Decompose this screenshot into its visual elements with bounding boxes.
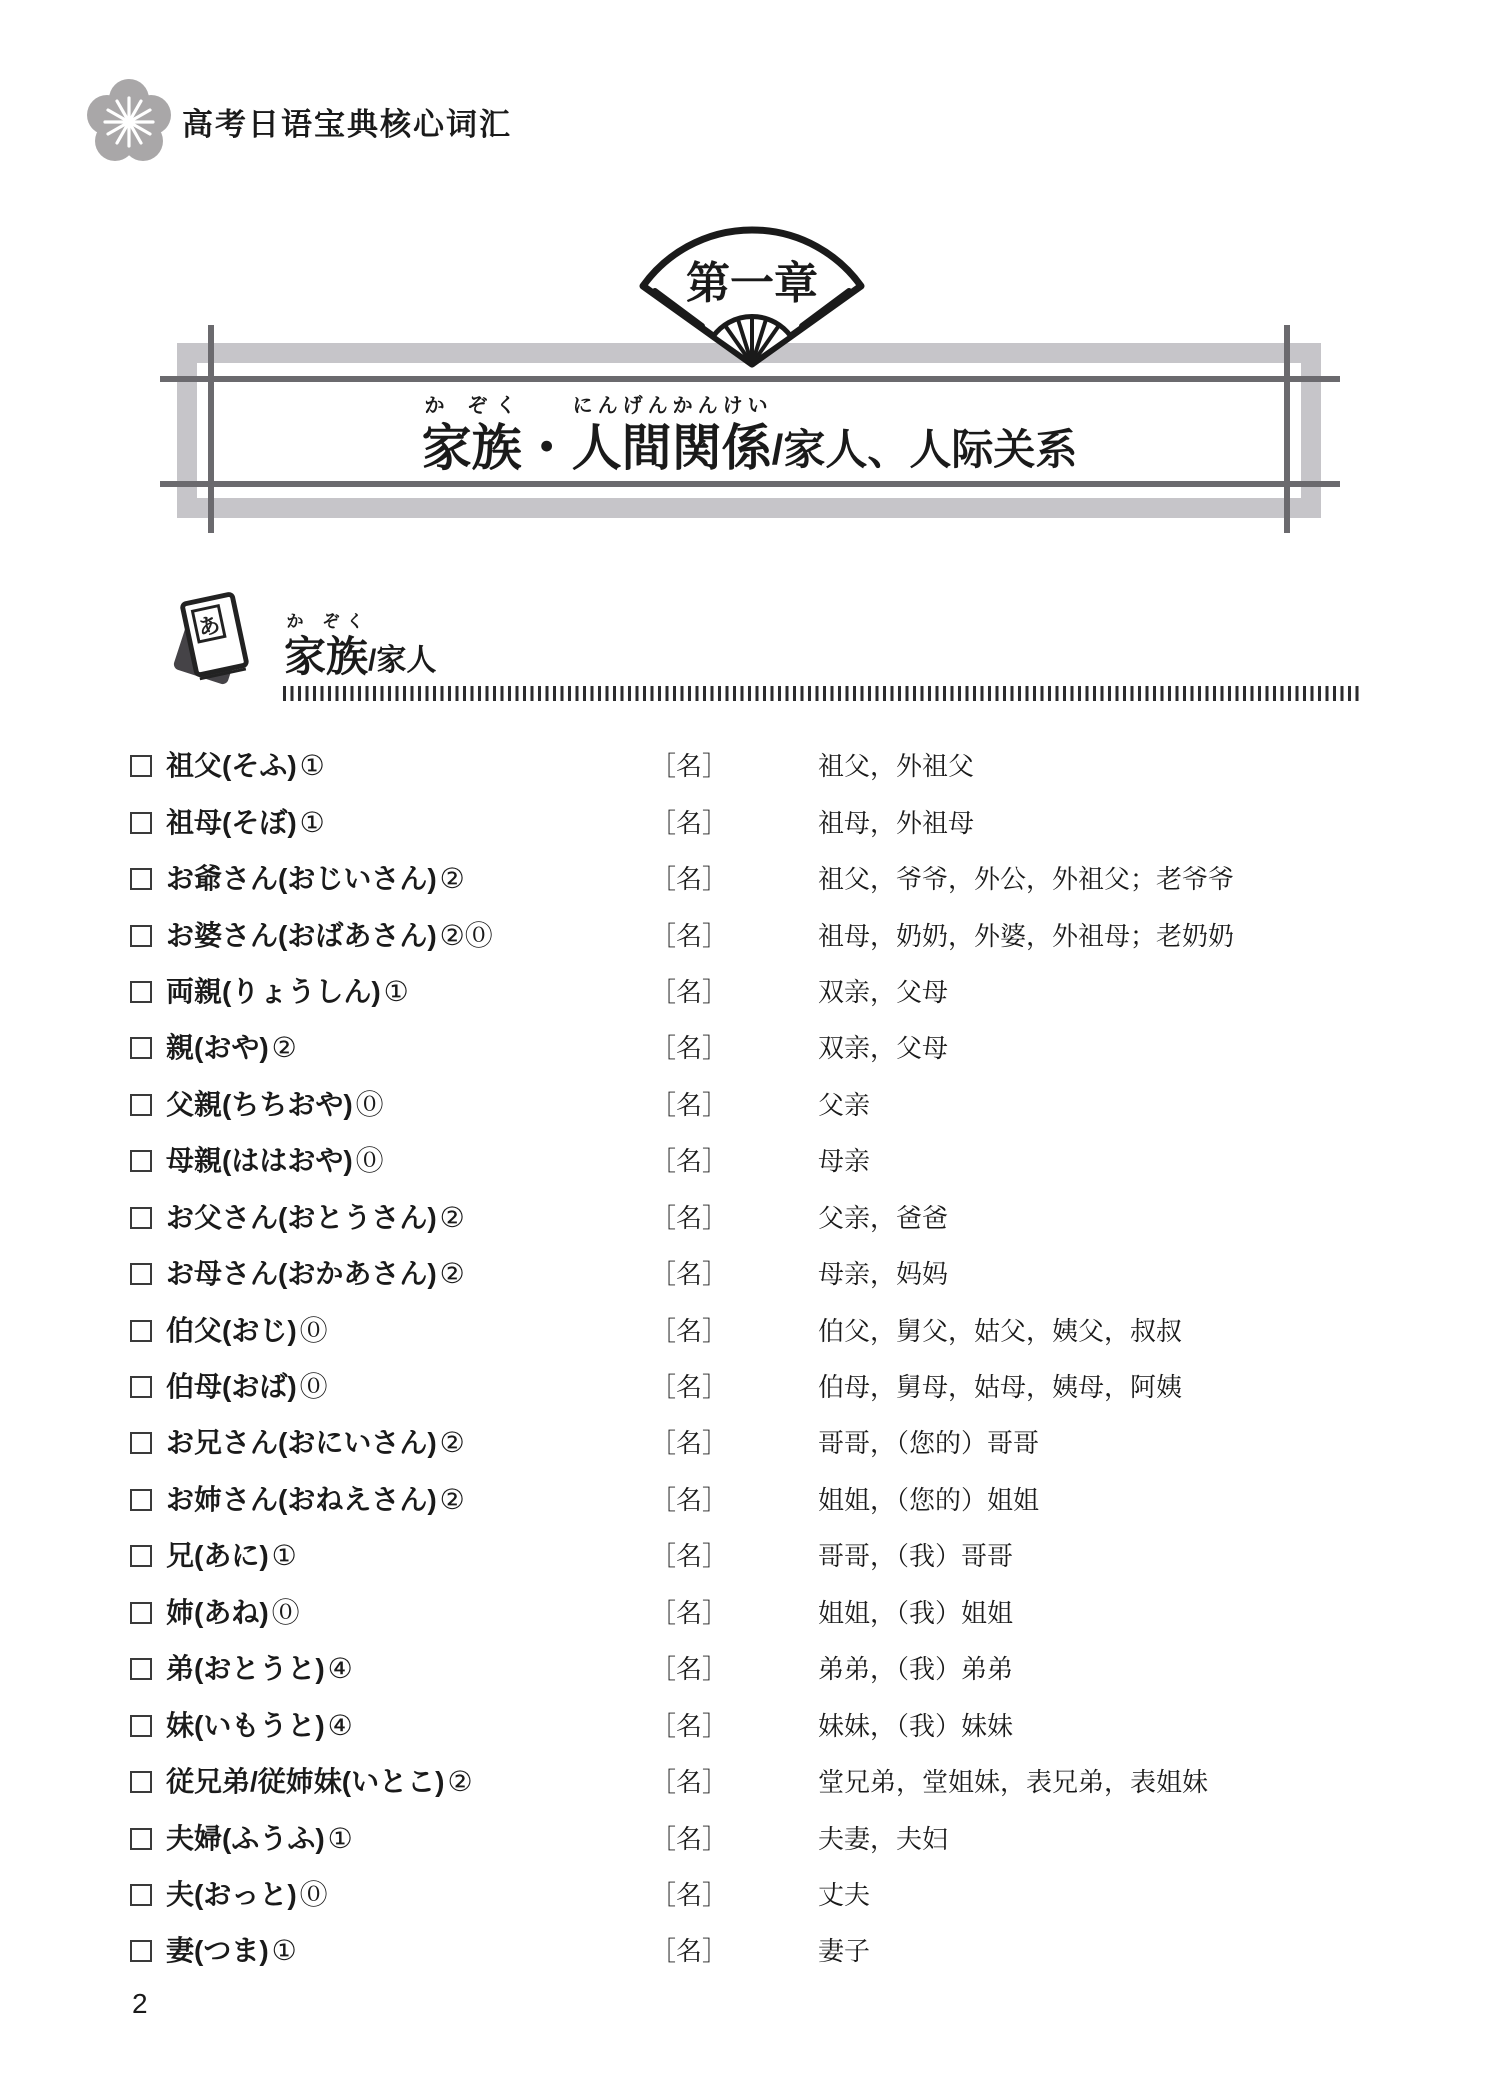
entry-word: 姉(あね) xyxy=(166,1596,269,1628)
entry-checkbox[interactable] xyxy=(130,1320,152,1342)
entry-pos-tag: ［名］ xyxy=(650,807,729,838)
plum-blossom-logo-icon xyxy=(70,72,184,172)
entry-meaning: 哥哥，（您的）哥哥 xyxy=(818,1428,1040,1459)
entry-meaning: 母亲 xyxy=(818,1146,871,1177)
vocab-row xyxy=(130,1020,1378,1076)
vocab-row xyxy=(130,1190,1378,1246)
entry-accent-number: ① xyxy=(271,1935,297,1967)
entry-checkbox[interactable] xyxy=(130,925,152,947)
entry-pos-tag: ［名］ xyxy=(650,1484,729,1515)
vocab-row xyxy=(130,907,1378,963)
entry-checkbox[interactable] xyxy=(130,868,152,890)
entry-pos-tag: ［名］ xyxy=(650,1541,729,1572)
entry-pos-tag: ［名］ xyxy=(650,1428,729,1459)
entry-checkbox[interactable] xyxy=(130,1771,152,1793)
section-title xyxy=(284,612,436,678)
entry-accent-number: ② xyxy=(271,1032,297,1064)
entry-accent-number: ① xyxy=(383,975,409,1007)
entry-word: 母親(ははおや) xyxy=(166,1145,353,1177)
entry-pos-tag: ［名］ xyxy=(650,1823,729,1854)
entry-pos-tag: ［名］ xyxy=(650,1879,729,1910)
book-title: 高考日语宝典核心词汇 xyxy=(182,107,512,142)
entry-word: 両親(りょうしん) xyxy=(166,975,381,1007)
vocab-row xyxy=(130,1867,1378,1923)
vocab-row xyxy=(130,1302,1378,1358)
entry-checkbox[interactable] xyxy=(130,755,152,777)
entry-checkbox[interactable] xyxy=(130,1207,152,1229)
entry-pos-tag: ［名］ xyxy=(650,1315,729,1346)
chapter-title xyxy=(197,379,1302,481)
entry-meaning: 祖母，奶奶，外婆，外祖母；老奶奶 xyxy=(818,920,1235,951)
entry-word: お母さん(おかあさん) xyxy=(166,1258,437,1290)
banner-rule-bottom xyxy=(160,481,1340,487)
entry-meaning: 伯母，舅母，姑母，姨母，阿姨 xyxy=(818,1372,1183,1403)
entry-pos-tag: ［名］ xyxy=(650,976,729,1007)
vocab-row xyxy=(130,964,1378,1020)
entry-meaning: 双亲，父母 xyxy=(818,1033,949,1064)
section-divider xyxy=(283,686,1362,701)
vocab-row xyxy=(130,1923,1378,1979)
entry-word: 妻(つま) xyxy=(166,1935,269,1967)
entry-pos-tag: ［名］ xyxy=(650,1936,729,1967)
vocab-row xyxy=(130,851,1378,907)
entry-word: 父親(ちちおや) xyxy=(166,1088,353,1120)
entry-accent-number: ② xyxy=(439,1427,465,1459)
entry-accent-number: ⓪ xyxy=(299,1371,328,1403)
entry-word: 祖母(そぼ) xyxy=(166,806,297,838)
furigana: か ぞく xyxy=(421,395,522,417)
entry-meaning: 父亲，爸爸 xyxy=(818,1202,949,1233)
entry-checkbox[interactable] xyxy=(130,1263,152,1285)
entry-accent-number: ④ xyxy=(327,1653,353,1685)
entry-meaning: 弟弟，（我）弟弟 xyxy=(818,1654,1014,1685)
chapter-title-japanese-1: 家族か ぞく xyxy=(421,395,522,476)
entry-word: お父さん(おとうさん) xyxy=(166,1201,437,1233)
entry-checkbox[interactable] xyxy=(130,1094,152,1116)
entry-accent-number: ⓪ xyxy=(355,1145,384,1177)
entry-meaning: 哥哥，（我）哥哥 xyxy=(818,1541,1014,1572)
entry-meaning: 祖父，爷爷，外公，外祖父；老爷爷 xyxy=(818,864,1235,895)
vocab-row xyxy=(130,794,1378,850)
svg-text:あ: あ xyxy=(196,611,223,641)
entry-accent-number: ④ xyxy=(327,1709,353,1741)
entry-word: お姉さん(おねえさん) xyxy=(166,1483,437,1515)
entry-word: お爺さん(おじいさん) xyxy=(166,863,437,895)
entry-meaning: 双亲，父母 xyxy=(818,976,949,1007)
entry-meaning: 丈夫 xyxy=(818,1879,871,1910)
entry-word: 夫(おっと) xyxy=(166,1878,297,1910)
vocab-row xyxy=(130,1754,1378,1810)
entry-word: 従兄弟/従姉妹(いとこ) xyxy=(166,1766,445,1798)
entry-meaning: 姐姐，（您的）姐姐 xyxy=(818,1484,1040,1515)
entry-accent-number: ① xyxy=(271,1540,297,1572)
chapter-title-japanese-2: 人間関係にんげんかんけい xyxy=(571,395,772,476)
dictionary-book-icon xyxy=(168,590,266,688)
entry-pos-tag: ［名］ xyxy=(650,1654,729,1685)
entry-accent-number: ⓪ xyxy=(355,1088,384,1120)
vocab-row xyxy=(130,1810,1378,1866)
section-header xyxy=(168,590,1388,688)
entry-checkbox[interactable] xyxy=(130,1037,152,1059)
entry-meaning: 夫妻，夫妇 xyxy=(818,1823,949,1854)
entry-checkbox[interactable] xyxy=(130,1545,152,1567)
vocab-row xyxy=(130,1133,1378,1189)
entry-pos-tag: ［名］ xyxy=(650,1146,729,1177)
entry-accent-number: ① xyxy=(299,750,325,782)
entry-meaning: 母亲，妈妈 xyxy=(818,1259,949,1290)
furigana: にんげんかんけい xyxy=(571,395,772,417)
entry-accent-number: ① xyxy=(299,806,325,838)
entry-accent-number: ② xyxy=(439,1258,465,1290)
entry-pos-tag: ［名］ xyxy=(650,920,729,951)
entry-pos-tag: ［名］ xyxy=(650,751,729,782)
entry-checkbox[interactable] xyxy=(130,1658,152,1680)
chapter-title-separator: ・ xyxy=(521,420,572,476)
entry-pos-tag: ［名］ xyxy=(650,1202,729,1233)
page-number: 2 xyxy=(132,1988,148,2019)
vocab-row xyxy=(130,1472,1378,1528)
entry-pos-tag: ［名］ xyxy=(650,1033,729,1064)
entry-word: 妹(いもうと) xyxy=(166,1709,325,1741)
entry-word: 親(おや) xyxy=(166,1032,269,1064)
vocab-list xyxy=(130,738,1378,1980)
section-title-chinese: /家人 xyxy=(368,644,437,677)
entry-checkbox[interactable] xyxy=(130,1828,152,1850)
entry-meaning: 姐姐，（我）姐姐 xyxy=(818,1597,1014,1628)
entry-meaning: 父亲 xyxy=(818,1089,871,1120)
vocab-row xyxy=(130,1641,1378,1697)
entry-pos-tag: ［名］ xyxy=(650,1767,729,1798)
vocab-row xyxy=(130,1359,1378,1415)
vocab-row xyxy=(130,1077,1378,1133)
vocab-row xyxy=(130,1697,1378,1753)
entry-accent-number: ② xyxy=(439,863,465,895)
entry-checkbox[interactable] xyxy=(130,1715,152,1737)
vocab-row xyxy=(130,738,1378,794)
entry-word: 祖父(そふ) xyxy=(166,750,297,782)
entry-checkbox[interactable] xyxy=(130,1150,152,1172)
entry-meaning: 妻子 xyxy=(818,1936,871,1967)
chapter-title-chinese: /家人、人际关系 xyxy=(771,426,1078,473)
entry-checkbox[interactable] xyxy=(130,1602,152,1624)
entry-checkbox[interactable] xyxy=(130,1940,152,1962)
entry-word: お兄さん(おにいさん) xyxy=(166,1427,437,1459)
entry-meaning: 伯父，舅父，姑父，姨父，叔叔 xyxy=(818,1315,1183,1346)
entry-word: 兄(あに) xyxy=(166,1540,269,1572)
entry-pos-tag: ［名］ xyxy=(650,1089,729,1120)
section-title-japanese: 家族か ぞく xyxy=(284,612,369,680)
entry-accent-number: ②⓪ xyxy=(439,919,493,951)
entry-checkbox[interactable] xyxy=(130,812,152,834)
entry-accent-number: ② xyxy=(439,1201,465,1233)
chapter-fan-icon xyxy=(622,220,882,372)
entry-word: お婆さん(おばあさん) xyxy=(166,919,437,951)
vocab-row xyxy=(130,1528,1378,1584)
vocab-row xyxy=(130,1585,1378,1641)
entry-checkbox[interactable] xyxy=(130,1376,152,1398)
entry-word: 夫婦(ふうふ) xyxy=(166,1822,325,1854)
entry-accent-number: ② xyxy=(447,1766,473,1798)
entry-accent-number: ② xyxy=(439,1483,465,1515)
entry-pos-tag: ［名］ xyxy=(650,1597,729,1628)
entry-word: 弟(おとうと) xyxy=(166,1653,325,1685)
entry-word: 伯母(おば) xyxy=(166,1371,297,1403)
entry-checkbox[interactable] xyxy=(130,1432,152,1454)
entry-checkbox[interactable] xyxy=(130,1489,152,1511)
entry-accent-number: ⓪ xyxy=(299,1314,328,1346)
furigana: か ぞく xyxy=(284,612,369,631)
entry-accent-number: ① xyxy=(327,1822,353,1854)
entry-pos-tag: ［名］ xyxy=(650,864,729,895)
entry-meaning: 祖母，外祖母 xyxy=(818,807,975,838)
entry-pos-tag: ［名］ xyxy=(650,1259,729,1290)
vocab-row xyxy=(130,1415,1378,1471)
entry-accent-number: ⓪ xyxy=(299,1878,328,1910)
entry-pos-tag: ［名］ xyxy=(650,1372,729,1403)
entry-word: 伯父(おじ) xyxy=(166,1314,297,1346)
entry-accent-number: ⓪ xyxy=(271,1596,300,1628)
entry-pos-tag: ［名］ xyxy=(650,1710,729,1741)
entry-checkbox[interactable] xyxy=(130,981,152,1003)
entry-meaning: 妹妹，（我）妹妹 xyxy=(818,1710,1014,1741)
entry-meaning: 祖父，外祖父 xyxy=(818,751,975,782)
vocab-row xyxy=(130,1246,1378,1302)
entry-checkbox[interactable] xyxy=(130,1884,152,1906)
entry-meaning: 堂兄弟，堂姐妹，表兄弟，表姐妹 xyxy=(818,1767,1209,1798)
chapter-fan-label: 第一章 xyxy=(686,259,818,308)
